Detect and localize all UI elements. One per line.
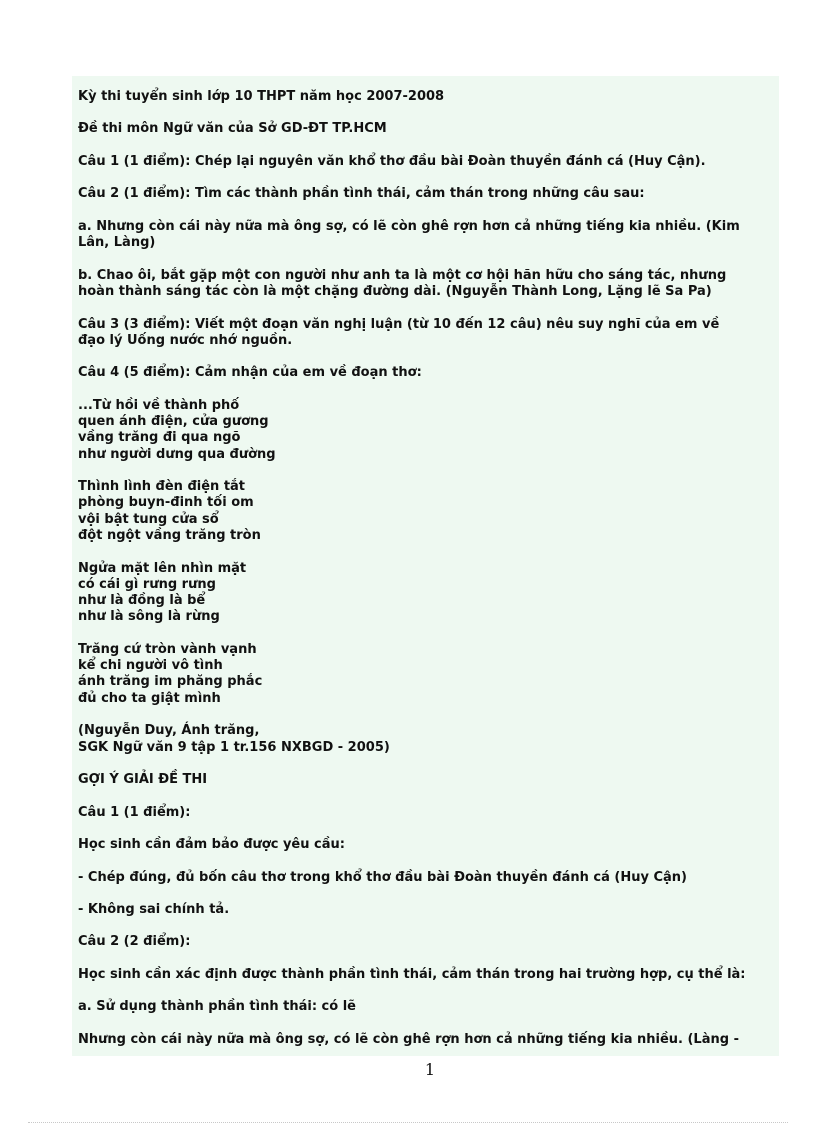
paragraph-gap — [78, 886, 778, 902]
text-line: Câu 1 (1 điểm): Chép lại nguyên văn khổ thơ đầu bài Đoàn thuyền đánh cá (Huy Cận). — [78, 153, 706, 169]
text-line: ...Từ hồi về thành phố — [78, 397, 240, 413]
text-line: (Nguyễn Duy, Ánh trăng, — [78, 723, 260, 739]
text-line: như là sông là rừng — [78, 609, 220, 625]
text-line: Đề thi môn Ngữ văn của Sở GD-ĐT TP.HCM — [78, 121, 387, 137]
text-line: vội bật tung cửa sổ — [78, 511, 219, 527]
text-line: kể chi người vô tình — [78, 658, 223, 674]
text-line: Câu 2 (2 điểm): — [78, 934, 191, 950]
document-body — [78, 89, 778, 1048]
paragraph-gap — [78, 1016, 778, 1032]
text-line: Câu 2 (1 điểm): Tìm các thành phần tình thái, cảm thán trong những câu sau: — [78, 186, 645, 202]
text-line: Lân, Làng) — [78, 235, 156, 251]
text-line: - Chép đúng, đủ bốn câu thơ trong khổ thơ đầu bài Đoàn thuyền đánh cá (Huy Cận) — [78, 869, 687, 885]
text-line: Ngửa mặt lên nhìn mặt — [78, 560, 247, 576]
paragraph-gap — [78, 252, 778, 268]
text-line: Câu 3 (3 điểm): Viết một đoạn văn nghị luận (từ 10 đến 12 câu) nêu suy nghĩ của em về — [78, 316, 720, 332]
paragraph-gap — [78, 170, 778, 186]
paragraph-gap — [78, 707, 778, 723]
paragraph-gap — [78, 918, 778, 934]
text-line: hoàn thành sáng tác còn là một chặng đường dài. (Nguyễn Thành Long, Lặng lẽ Sa Pa) — [78, 284, 712, 300]
paragraph-gap — [78, 349, 778, 365]
paragraph-gap — [78, 626, 778, 642]
text-line: a. Sử dụng thành phần tình thái: có lẽ — [78, 999, 356, 1015]
text-line: đạo lý Uống nước nhớ nguồn. — [78, 332, 293, 348]
paragraph-gap — [78, 138, 778, 154]
text-line: Thình lình đèn điện tắt — [78, 479, 246, 495]
text-line: vầng trăng đi qua ngõ — [78, 430, 241, 446]
paragraph-gap — [78, 821, 778, 837]
text-line: quen ánh điện, cửa gương — [78, 414, 269, 430]
paragraph-gap — [78, 983, 778, 999]
text-line: ánh trăng im phăng phắc — [78, 674, 263, 690]
paragraph-gap — [78, 544, 778, 560]
text-line: như người dưng qua đường — [78, 446, 276, 462]
text-line: a. Nhưng còn cái này nữa mà ông sợ, có lẽ còn ghê rợn hơn cả những tiếng kia nhiều. (Kim — [78, 218, 740, 234]
text-line: phòng buyn-đinh tối om — [78, 495, 254, 511]
text-line: GỢI Ý GIẢI ĐỀ THI — [78, 772, 208, 788]
paragraph-gap — [78, 300, 778, 316]
text-line: Học sinh cần xác định được thành phần tình thái, cảm thán trong hai trường hợp, cụ thể là: — [78, 966, 746, 982]
paragraph-gap — [78, 105, 778, 121]
text-line: Kỳ thi tuyển sinh lớp 10 THPT năm học 2007-2008 — [78, 89, 445, 104]
page-number: 1 — [424, 1060, 436, 1079]
text-line: SGK Ngữ văn 9 tập 1 tr.156 NXBGD - 2005) — [78, 739, 390, 755]
paragraph-gap — [78, 463, 778, 479]
text-line: đột ngột vầng trăng tròn — [78, 528, 261, 544]
text-line: b. Chao ôi, bắt gặp một con người như anh ta là một cơ hội hãn hữu cho sáng tác, nhưng — [78, 267, 727, 283]
text-line: có cái gì rưng rưng — [78, 576, 216, 592]
paragraph-gap — [78, 788, 778, 804]
paragraph-gap — [78, 853, 778, 869]
paragraph-gap — [78, 382, 778, 398]
text-line: Câu 1 (1 điểm): — [78, 804, 191, 820]
text-line: đủ cho ta giật mình — [78, 690, 221, 706]
text-line: Câu 4 (5 điểm): Cảm nhận của em về đoạn thơ: — [78, 365, 422, 381]
text-line: Trăng cứ tròn vành vạnh — [78, 641, 257, 657]
text-line: như là đồng là bể — [78, 593, 206, 609]
text-line: - Không sai chính tả. — [78, 901, 230, 917]
paragraph-gap — [78, 951, 778, 967]
paragraph-gap — [78, 203, 778, 219]
paragraph-gap — [78, 756, 778, 772]
text-line: Học sinh cần đảm bảo được yêu cầu: — [78, 837, 345, 853]
text-line: Nhưng còn cái này nữa mà ông sợ, có lẽ còn ghê rợn hơn cả những tiếng kia nhiều. (Làng - — [78, 1031, 739, 1047]
